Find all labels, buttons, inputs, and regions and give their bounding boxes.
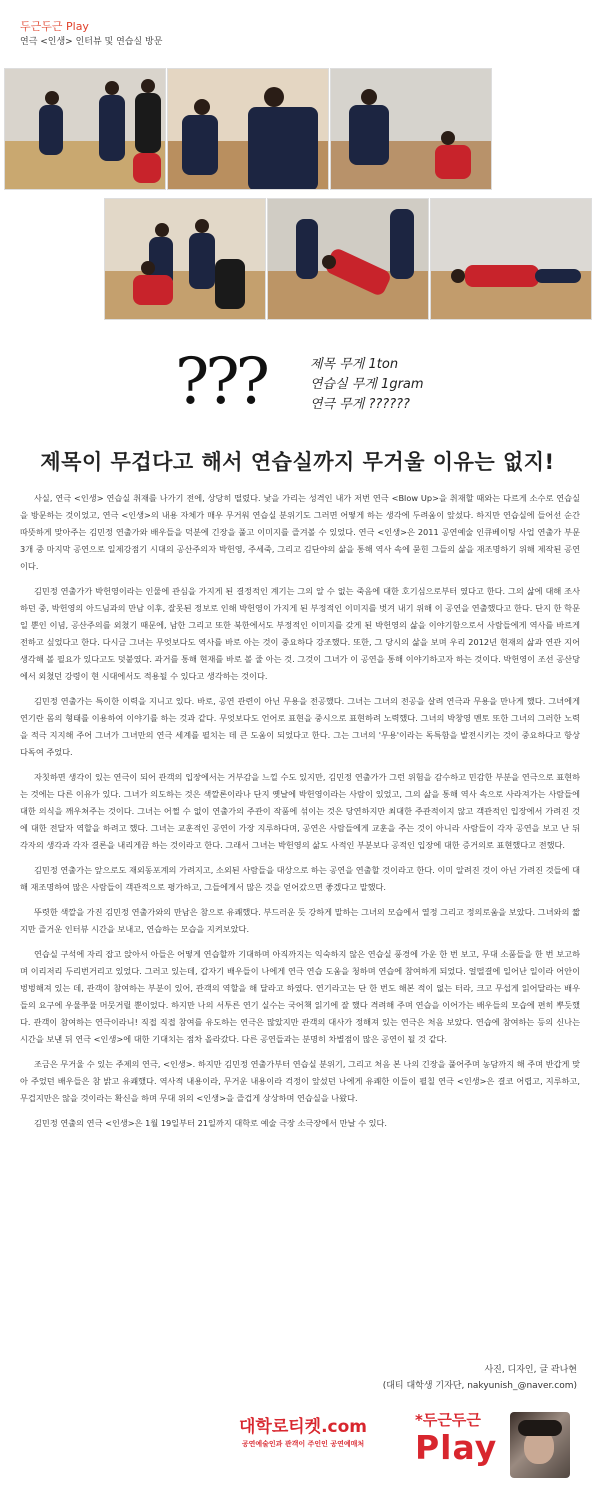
logo-tagline: 공연예술인과 관객이 주인인 공연예매처 [241,1440,365,1448]
play-logo-main: Play [415,1428,498,1467]
paragraph: 자칫하면 생각이 있는 연극이 되어 관객의 입장에서는 거부감을 느낄 수도 있지만, 김민정 연출가가 그런 위험을 감수하고 민감한 부분을 연극으로 표현하는 것에는 다른 이유가 있다. 그녀가 의도하는 것은 색깔론이라나 단지 옛날에 박헌영이라는 사람이 있었고, 그의 삶을 통해 역사 속으로 사라져가는 사람들에 대한 의식을 깨우쳐주는 것이다. 그녀는 어쩔 수 없이 연출가의 주관이 작품에 섞이는 것은 당연하지만 최대한 주관적이지 않고 객관적인 입장에서 가려진 것에 대한 전달자 역할을 하려고 했다. 그녀는 교훈적인 공연이 가장 지루하다며, 공연은 사람들에게 교훈을 주는 것이 아니라 사람들이 각자 공연을 보고 난 뒤 각자의 생각과 각자 결론을 내리게끔 하는 것이라고 한다. 그래서 그녀는 박헌영의 삶도 사적인 부분보다 공적인 입장에 대한 증거의로 표현했다고 전했다. [20,772,580,850]
rehearsal-photo-4 [104,198,266,320]
paragraph: 사실, 연극 <인생> 연습실 취재를 나가기 전에, 상당히 떨렸다. 낯을 가리는 성격인 내가 저번 연극 <Blow Up>을 취재할 때와는 다르게 소수로 연습실을 방문하는 것이었고, 연극 <인생>의 내용 자체가 매우 무거워 연습실 분위기도 그러면 어떻게 하는 생각에 두려움이 앞섰다. 하지만 연습실에 들어선 순간 따뜻하게 맞아주는 김민정 연출가와 배우들을 덕분에 긴장을 풀고 이미지를 즐겨볼 수 있었다. 연극 <인생>은 2011 공연예술 인큐베이팅 사업 연출가 부문 3개 중 마지막 공연으로 일제강점기 시대의 공산주의자 박헌영, 주세죽, 그리고 김단야의 삶을 통해 역사 속에 묻힌 그들의 삶을 재조명하기 위해 제작된 공연이다. [20,493,580,571]
reporter-photo [510,1412,570,1478]
paragraph: 조금은 무거울 수 있는 주제의 연극, <인생>. 하지만 김민정 연출가부터 연습실 분위기, 그리고 처음 본 나의 긴장을 풀어주며 농담까지 해 주며 반갑게 맞아 주었던 배우들은 참 밝고 유쾌했다. 역사적 내용이라, 무거운 내용이라 걱정이 앞섰던 나에게 유쾌한 이들이 펼칠 연극 <인생>은 결코 어렵고, 지루하고, 무겁지만은 않을 것이라는 확신을 하며 무대 위의 <인생>을 즐겁게 상상하며 연습실을 나왔다. [20,1059,580,1103]
author-credit: 사진, 디자인, 글 곽나현 [484,1365,577,1375]
series-title: 두근두근 Play [20,20,89,33]
article-subtitle: 연극 <인생> 인터뷰 및 연습실 방문 [20,37,163,47]
play-logo-top: *두근두근 [415,1411,481,1429]
author-contact: (대티 대학생 기자단, nakyunish_@naver.com) [382,1381,577,1391]
weights-list [310,355,424,415]
rehearsal-photo-3 [330,68,492,190]
paragraph: 뚜렷한 색깔을 가진 김민정 연출가와의 만남은 참으로 유쾌했다. 부드러운 듯 강하게 말하는 그녀의 모습에서 열정 그리고 정의로움을 보았다. 그녀와의 짧지만 즐거운 인터뷰 시간을 보내고, 연습하는 모습을 지켜보았다. [20,907,580,934]
rehearsal-photo-5 [267,198,429,320]
dugeun-play-logo [415,1410,525,1466]
paragraph: 김민정 연출가가 박헌영이라는 인물에 관심을 가지게 된 결정적인 계기는 그의 알 수 없는 죽음에 대한 호기심으로부터 였다고 한다. 그의 삶에 대해 조사하던 중, 박헌영의 아드님과의 만남 이후, 잘못된 정보로 인해 박헌영이 가지게 된 부정적인 이미지를 벗겨 내기 위해 이 공연을 연출했다고 한다. 단지 한 학문일 뿐인 이념, 공산주의를 외쳤기 때문에, 남한 그리고 또한 북한에서도 부정적인 이미지를 갖게 된 박헌영의 삶을 이야기함으로서 사람들에게 역사를 바르게 전하고 싶었다고 한다. 다시금 그녀는 무엇보다도 역사를 바로 아는 것이 중요하다 강조했다. 또한, 그 당시의 삶을 보며 우리 2012년 현재의 삶과 연관 지어 생각해 볼 필요가 있다고도 덧붙였다. 과거를 통해 현재를 바로 볼 줄 아는 것. 그것이 그녀가 이 공연을 통해 이야기하고자 하는 것이다. 박헌영이 조선 공산당에서 외쳤던 강령이 현 시대에서도 적용될 수 있다고 생각하는 것이다. [20,586,580,681]
question-marks: ??? [175,345,266,419]
article-body [20,490,580,1140]
header [20,20,162,49]
paragraph: 김민정 연출가는 특이한 이력을 지니고 있다. 바로, 공연 관련이 아닌 무용을 전공했다. 그녀는 그녀의 전공을 살려 연극과 무용을 만나게 했다. 그녀에게 연기란 몸의 형태를 이용하여 이야기를 하는 것과 같다. 무엇보다도 언어로 표현을 중시으로 표현하려 노력했다. 그녀의 박창영 멘토 또한 그녀의 그러한 노력을 적극 지지해 주어 그녀가 그녀만의 연극 세계를 펼치는 데 큰 도움이 되었다고 한다. 그는 그녀의 '무용'이라는 독특함을 발전시키는 것이 중요하다고 항상 다독여 주었다. [20,696,580,757]
article-headline: 제목이 무겁다고 해서 연습실까지 무거울 이유는 없지! [40,450,555,474]
weight-play: 연극 무게 ?????? [310,397,410,412]
paragraph: 김민정 연출의 연극 <인생>은 1월 19일부터 21일까지 대학로 예술 극장 소극장에서 만날 수 있다. [34,1118,388,1128]
rehearsal-photo-1 [4,68,166,190]
weights-graphic [175,345,465,435]
logo-text: 대학로티켓.com [238,1417,368,1437]
paragraph: 연습실 구석에 자리 잡고 앉아서 아들은 어떻게 연습할까 기대하며 아직까지는 익숙하지 않은 연습실 풍경에 가운 한 번 보고, 무대 소품들을 한 번 보고하며 이리저리 두리번거리고 있었다. 그러고 있는데, 갑자기 배우들이 나에게 연극 연습 도움을 청하며 연습에 참여하게 되었다. 얼떨결에 일어난 일이라 어안이 벙벙해져 있는 데, 관객이 참여하는 부분이 있어, 관객의 역할을 해 달라고 하였다. 연기라고는 단 한 번도 해본 적이 없는 터라, 크고 무섭게 읽어달라는 배우들의 요구에 우물쭈물 머뭇거릴 뿐이었다. 하지만 나의 서투른 연기 실수는 국어책 읽기에 잘 했다 격려해 주며 연습을 이어가는 배우들의 모습에 편히 뿌듯했다. 관객이 참여하는 연극이라니! 직접 직접 참여를 유도하는 연극은 많았지만 관객의 대사가 정해져 있는 연극은 처음 보았다. 연습에 참여하는 등의 신나는 시간을 보낸 뒤 연극 <인생>에 대한 기대치는 점차 올라갔다. 다른 공연들과는 분명히 차별점이 많은 공연이 될 것 같다. [20,949,580,1044]
weight-rehearsal-room: 연습실 무게 1gram [310,377,424,392]
weight-title: 제목 무게 1ton [310,357,399,372]
paragraph: 김민정 연출가는 앞으로도 재외동포계의 가려지고, 소외된 사람들을 대상으로 하는 공연을 연출할 것이라고 한다. 이미 알려진 것이 아닌 가려진 것들에 대해 재조명하여 많은 사람들이 객관적으로 평가하고, 그들에게서 많은 것을 얻어갔으면 좋겠다고 말했다. [20,865,580,892]
rehearsal-photo-2 [167,68,329,190]
daehakro-ticket-logo[interactable] [218,1416,388,1450]
rehearsal-photo-6 [430,198,592,320]
